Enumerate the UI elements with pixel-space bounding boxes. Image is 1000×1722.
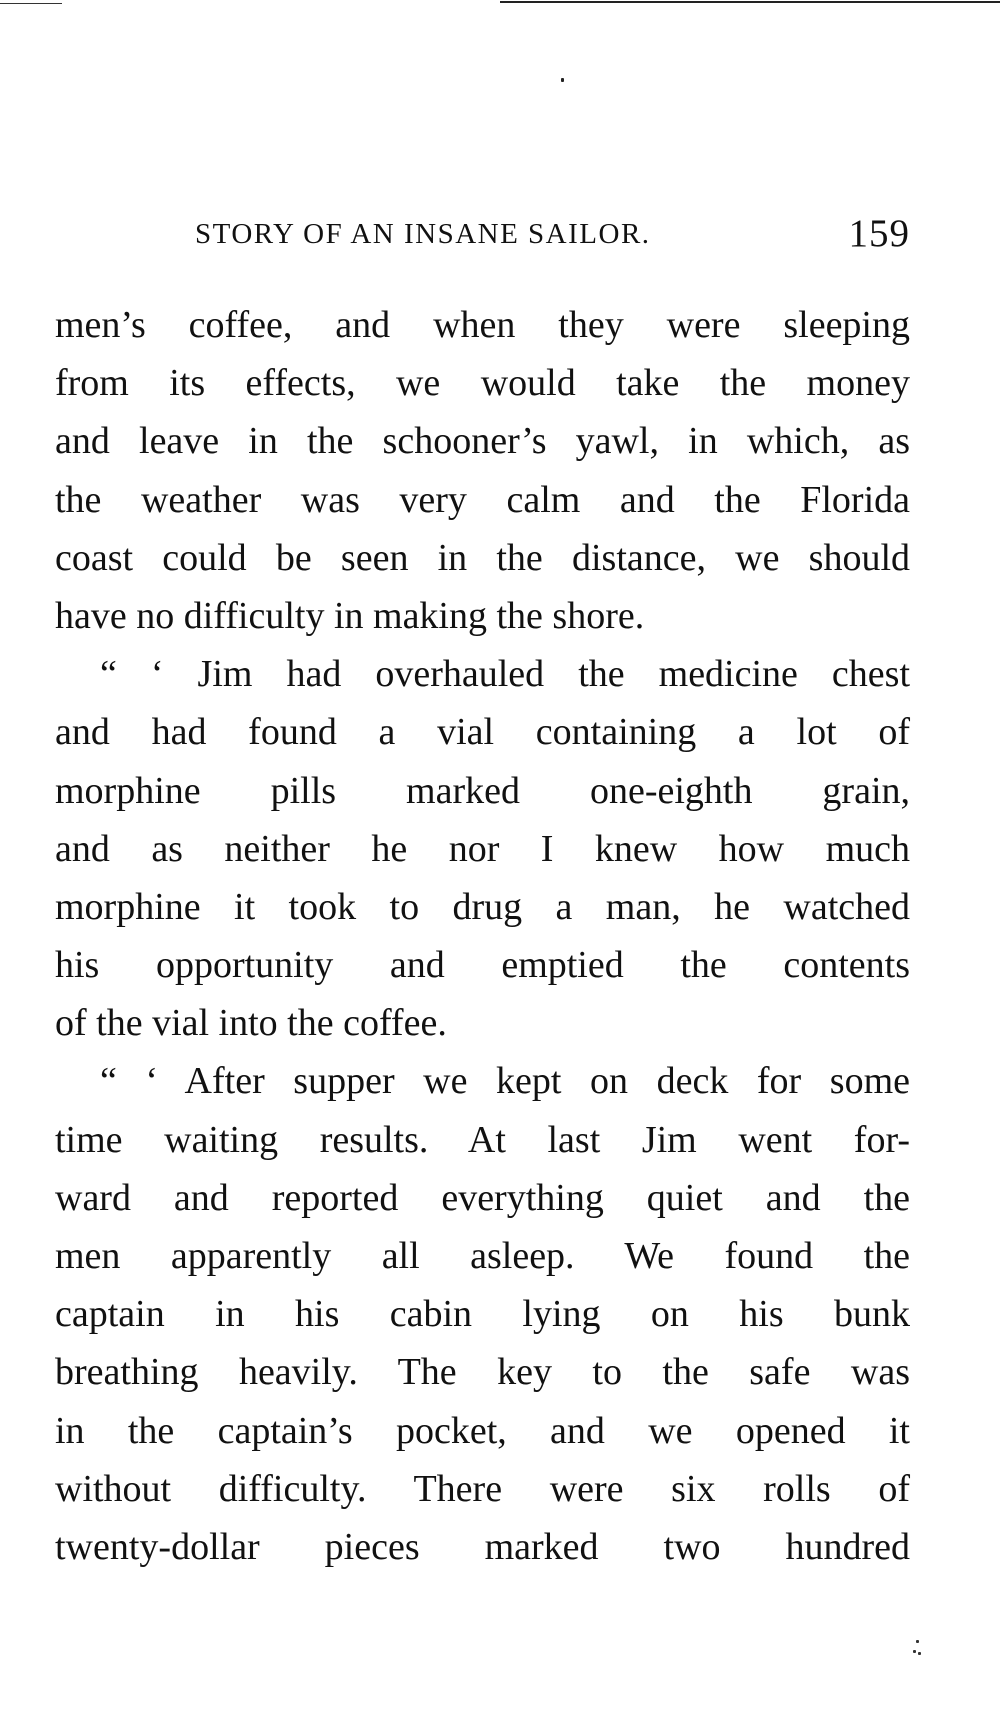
top-edge-rule-right [500,1,1000,3]
printer-mark-dot [913,1650,916,1653]
text-line: without difficulty. There were six rolls of [55,1467,910,1510]
text-line: and as neither he nor I knew how much [55,827,910,870]
text-line: the weather was very calm and the Florida [55,478,910,521]
text-line: from its effects, we would take the money [55,362,910,405]
text-line: his opportunity and emptied the contents [55,944,910,987]
printer-mark-dot [916,1640,919,1643]
text-line: twenty-dollar pieces marked two hundred [55,1525,910,1568]
paragraph-start-line: “ ‘ After supper we kept on deck for some [100,1060,910,1103]
text-line: men apparently all asleep. We found the [55,1235,910,1277]
text-line: and had found a vial containing a lot of [55,711,910,754]
text-line: men’s coffee, and when they were sleeping [55,304,910,346]
text-line: ward and reported everything quiet and the [55,1176,910,1219]
text-line: have no difficulty in making the shore. [55,594,645,637]
text-line: and leave in the schooner’s yawl, in which, as [55,420,910,463]
top-edge-rule-left [0,3,62,4]
text-line: in the captain’s pocket, and we opened it [55,1409,910,1452]
running-title: STORY OF AN INSANE SAILOR. [195,218,651,250]
body-text [55,296,910,1576]
text-line: morphine pills marked one-eighth grain, [55,769,910,812]
running-head [55,211,910,267]
text-line: morphine it took to drug a man, he watched [55,885,910,928]
ink-speck [561,78,564,82]
page-number: 159 [848,212,910,255]
text-line: of the vial into the coffee. [55,1002,447,1045]
printer-mark-dot [918,1652,921,1655]
text-line: captain in his cabin lying on his bunk [55,1293,910,1336]
text-line: breathing heavily. The key to the safe was [55,1351,910,1394]
text-line: coast could be seen in the distance, we should [55,536,910,579]
paragraph-start-line: “ ‘ Jim had overhauled the medicine chest [100,653,910,696]
text-line: time waiting results. At last Jim went for- [55,1118,910,1161]
printer-mark [912,1640,922,1662]
